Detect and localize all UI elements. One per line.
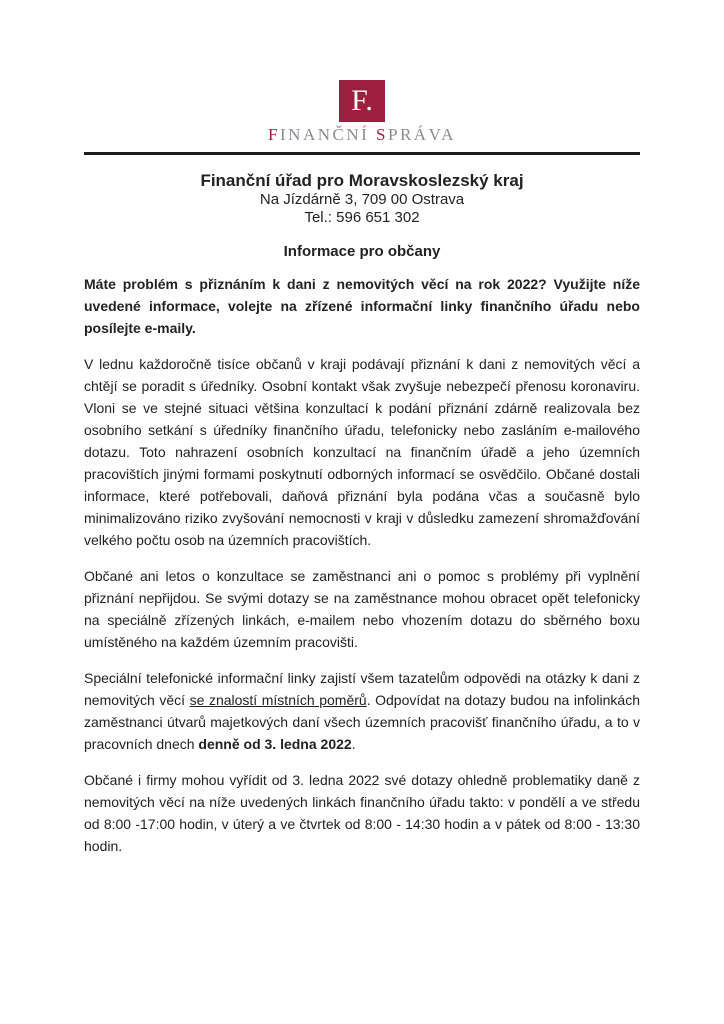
header-rule	[84, 152, 640, 155]
paragraph-3-period: .	[351, 736, 356, 752]
office-phone: Tel.: 596 651 302	[304, 208, 420, 226]
document-body	[84, 273, 640, 857]
paragraph-3-underlined-phrase: se znalostí místních poměrů	[189, 692, 367, 708]
office-address: Na Jízdárně 3, 709 00 Ostrava	[259, 191, 465, 208]
office-header	[84, 171, 640, 226]
paragraph-2: Občané ani letos o konzultace se zaměstnanci ani o pomoc s problémy při vyplnění přiznání nepřijdou. Se svými dotazy se na zaměstnance mohou obracet opět telefonicky na speciálně zřízených linkách, e-mailem nebo vhozením dotazu do sběrného boxu umístěného na každém územním pracovišti.	[84, 568, 640, 650]
lead-paragraph: Máte problém s přiznáním k dani z nemovitých věcí na rok 2022? Využijte níže uvedené informace, volejte na zřízené informační linky finančního úřadu nebo posílejte e-maily.	[84, 276, 640, 336]
logo-wordmark	[84, 125, 640, 145]
paragraph-1: V lednu každoročně tisíce občanů v kraji podávají přiznání k dani z nemovitých věcí a chtějí se poradit s úředníky. Osobní kontakt však zvyšuje nebezpečí přenosu koronaviru. Vloni se ve stejné situaci většina konzultací k podání přiznání zdárně realizovala bez osobního setkání s úředníky finančního úřadu, telefonicky nebo zasláním e-mailového dotazu. Toto nahrazení osobních konzultací na finančním úřadě a jeho územních pracovištích jinými formami poskytnutí odborných informací se osvědčilo. Občané dostali informace, které potřebovali, daňová přiznání byla podána včas a současně bylo minimalizováno riziko zvyšování nemocnosti v kraji v důsledku zamezení shromažďování velkého počtu osob na územních pracovištích.	[84, 356, 640, 548]
logo-mark-icon: F.	[339, 80, 385, 122]
paragraph-3-bold-date: denně od 3. ledna 2022	[198, 736, 352, 752]
wordmark-rest-1: INANČNÍ	[280, 125, 377, 144]
wordmark-accent-f: F	[268, 125, 281, 144]
financni-sprava-logo	[84, 0, 640, 145]
wordmark-rest-2: PRÁVA	[388, 125, 456, 144]
office-name: Finanční úřad pro Moravskoslezský kraj	[200, 171, 524, 190]
paragraph-3	[84, 667, 640, 755]
document-subject: Informace pro občany	[283, 243, 441, 260]
paragraph-4: Občané i firmy mohou vyřídit od 3. ledna 2022 své dotazy ohledně problematiky daně z nemovitých věcí na níže uvedených linkách finančního úřadu takto: v pondělí a ve středu od 8:00 -17:00 hodin, v úterý a ve čtvrtek od 8:00 - 14:30 hodin a v pátek od 8:00 - 13:30 hodin.	[84, 772, 640, 854]
paragraph-3-text-2: . Odpovídat na dotazy budou na infolinkách zaměstnanci útvarů majetkových daní všech územních pracovišť finančního úřadu, a to v pracovních dnech	[84, 692, 640, 752]
paragraph-3-text: Speciální telefonické informační linky zajistí všem tazatelům odpovědi na otázky k dani z nemovitých věcí	[84, 670, 640, 708]
wordmark-accent-s: S	[376, 125, 389, 144]
